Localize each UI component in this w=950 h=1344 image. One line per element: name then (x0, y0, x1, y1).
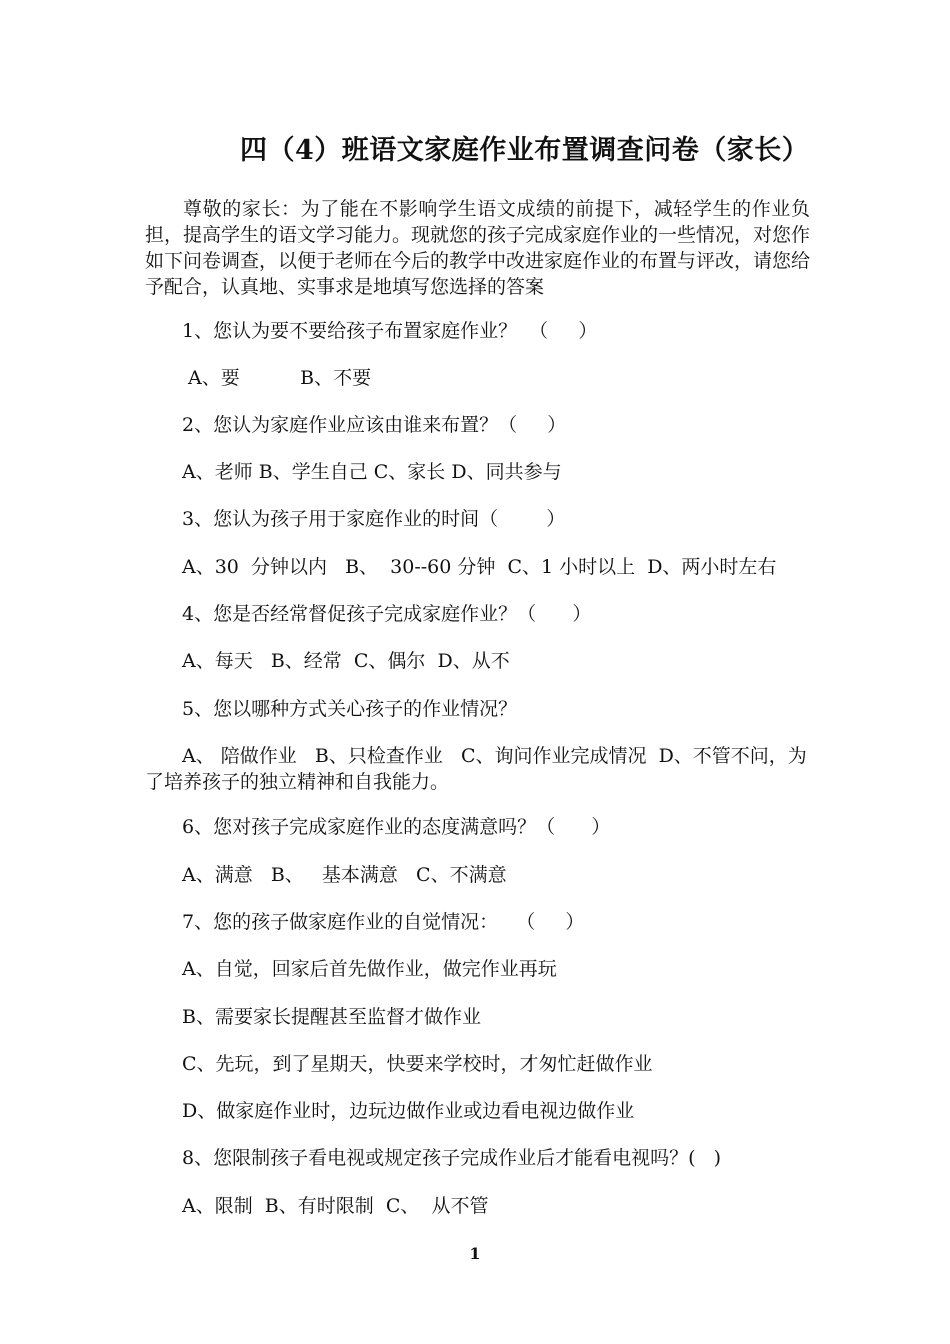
page-number: 1 (469, 1244, 481, 1263)
answer-option-7a: A、自觉，回家后首先做作业，做完作业再玩 (182, 958, 557, 980)
answer-options-3: A、30 分钟以内 B、 30--60 分钟 C、1 小时以上 D、两小时左右 (182, 556, 777, 578)
question-1: 1、您认为要不要给孩子布置家庭作业？ （ ） (182, 320, 598, 342)
answer-options-2: A、老师 B、学生自己 C、家长 D、同共参与 (182, 461, 562, 483)
question-7: 7、您的孩子做家庭作业的自觉情况： （ ） (182, 911, 585, 933)
question-5: 5、您以哪种方式关心孩子的作业情况？ (182, 698, 518, 720)
answer-option-7c: C、先玩，到了星期天，快要来学校时，才匆忙赶做作业 (182, 1053, 653, 1075)
answer-option-7b: B、需要家长提醒甚至监督才做作业 (182, 1006, 481, 1028)
question-2: 2、您认为家庭作业应该由谁来布置？（ ） (182, 414, 567, 436)
answer-options-4: A、每天 B、经常 C、偶尔 D、从不 (182, 650, 510, 672)
question-6: 6、您对孩子完成家庭作业的态度满意吗？（ ） (182, 816, 611, 838)
question-3: 3、您认为孩子用于家庭作业的时间（ ） (182, 508, 566, 530)
answer-options-8: A、限制 B、有时限制 C、 从不管 (182, 1195, 489, 1217)
question-4: 4、您是否经常督促孩子完成家庭作业？（ ） (182, 603, 592, 625)
answer-options-6: A、满意 B、 基本满意 C、不满意 (182, 864, 507, 886)
intro-paragraph: 尊敬的家长：为了能在不影响学生语文成绩的前提下，减轻学生的作业负担，提高学生的语文学习能力。现就您的孩子完成家庭作业的一些情况，对您作如下问卷调查，以便于老师在今后的教学中改进家庭作业的布置与评改，请您给予配合，认真地、实事求是地填写您选择的答案 (145, 198, 811, 298)
question-8: 8、您限制孩子看电视或规定孩子完成作业后才能看电视吗？( ) (182, 1147, 722, 1169)
answer-options-1: A、要 B、不要 (182, 367, 372, 389)
answer-options-5: A、 陪做作业 B、只检查作业 C、询问作业完成情况 D、不管不问，为了培养孩子的独立精神和自我能力。 (145, 745, 807, 793)
document-title: 四（4）班语文家庭作业布置调查问卷（家长） (240, 135, 810, 166)
answer-option-7d: D、做家庭作业时，边玩边做作业或边看电视边做作业 (182, 1100, 635, 1122)
